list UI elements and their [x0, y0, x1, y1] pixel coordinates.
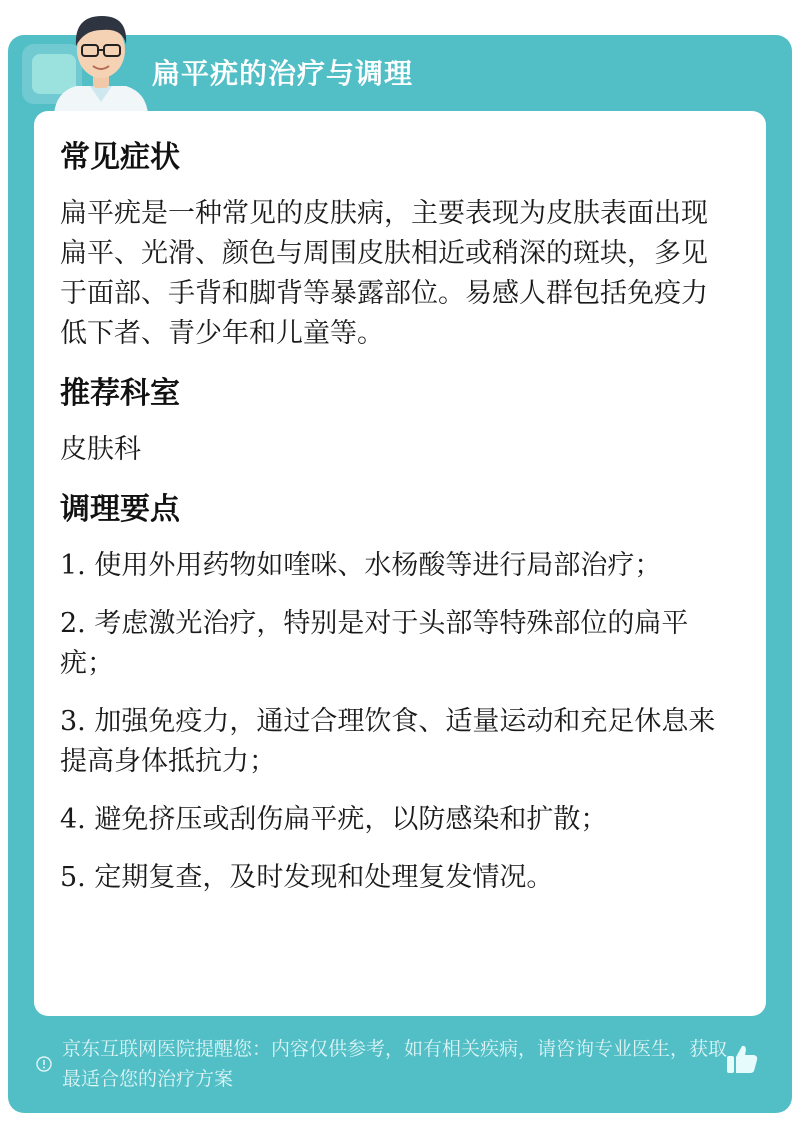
page-title: 扁平疣的治疗与调理 — [152, 57, 414, 90]
care-item — [60, 604, 730, 684]
care-item-text: 加强免疫力，通过合理饮食、适量运动和充足休息来提高身体抵抗力； — [60, 706, 716, 777]
care-item-number: 5. — [60, 862, 86, 893]
care-list — [60, 546, 730, 898]
care-item-text: 定期复查，及时发现和处理复发情况。 — [94, 862, 554, 893]
care-item-number: 1. — [60, 550, 86, 581]
care-item — [60, 858, 730, 898]
care-item — [60, 546, 730, 586]
department-heading: 推荐科室 — [60, 376, 180, 411]
care-item-text: 使用外用药物如喹咪、水杨酸等进行局部治疗； — [94, 550, 662, 581]
care-item-number: 2. — [60, 608, 86, 639]
doctor-avatar-icon — [46, 6, 156, 114]
care-item-number: 3. — [60, 706, 86, 737]
care-item-number: 4. — [60, 804, 86, 835]
care-item — [60, 702, 730, 782]
care-item-text: 避免挤压或刮伤扁平疣，以防感染和扩散； — [94, 804, 608, 835]
care-item-text: 考虑激光治疗，特别是对于头部等特殊部位的扁平疣； — [60, 608, 689, 679]
info-circle-icon — [36, 1056, 52, 1072]
care-heading: 调理要点 — [60, 492, 180, 527]
symptoms-body: 扁平疣是一种常见的皮肤病，主要表现为皮肤表面出现扁平、光滑、颜色与周围皮肤相近或稍深的斑块，多见于面部、手背和脚背等暴露部位。易感人群包括免疫力低下者、青少年和儿童等。 — [60, 198, 708, 349]
department-body: 皮肤科 — [60, 434, 141, 465]
disclaimer-text: 京东互联网医院提醒您：内容仅供参考，如有相关疾病，请咨询专业医生，获取最适合您的治疗方案 — [62, 1038, 728, 1090]
care-item — [60, 800, 730, 840]
disclaimer-footer — [36, 1034, 736, 1094]
symptoms-heading: 常见症状 — [60, 140, 180, 175]
article-content — [60, 128, 730, 916]
thumbs-up-icon[interactable] — [724, 1041, 760, 1077]
